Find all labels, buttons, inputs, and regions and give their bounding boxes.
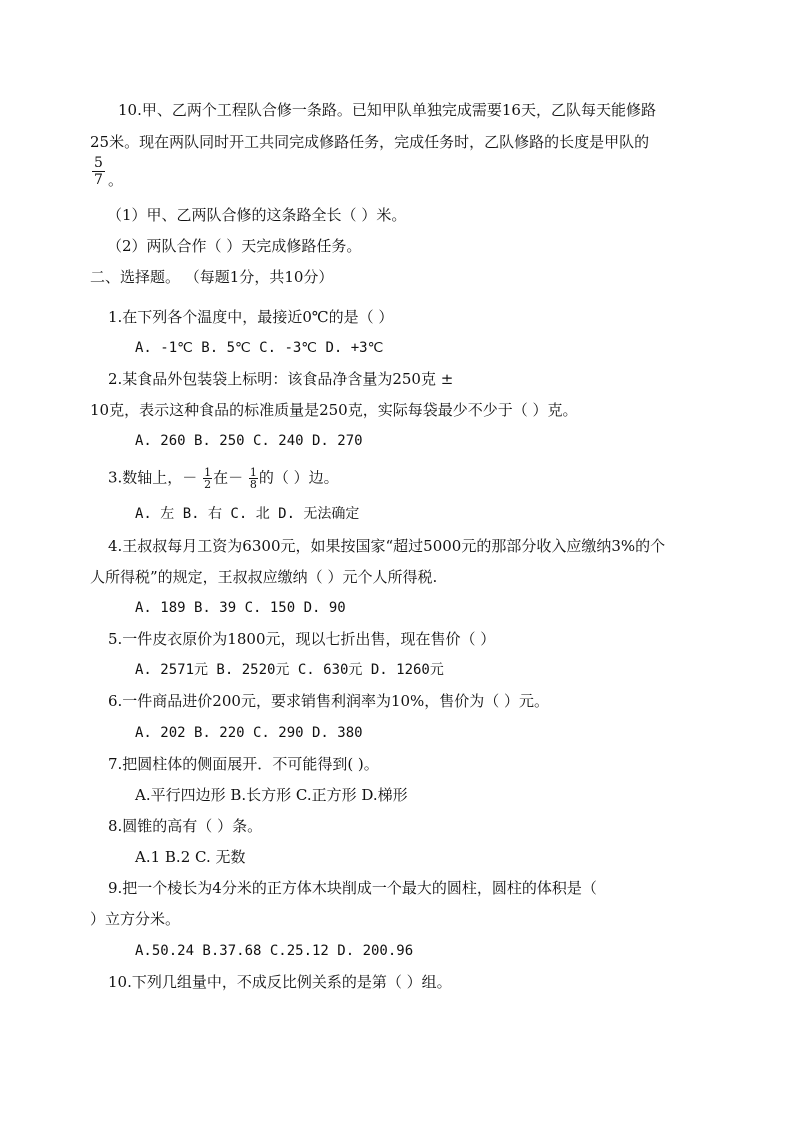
question-4-stem-a: 4.王叔叔每月工资为6300元，如果按国家“超过5000元的那部分收入应缴纳3%的个 (108, 537, 666, 555)
q10-fill-line1: 10.甲、乙两个工程队合修一条路。已知甲队单独完成需要16天，乙队每天能修路 (118, 101, 656, 119)
question-4-options: A. 189 B. 39 C. 150 D. 90 (135, 600, 346, 616)
question-8-options: A.1 B.2 C. 无数 (135, 848, 246, 866)
question-3-options: A. 左 B. 右 C. 北 D. 无法确定 (135, 506, 360, 522)
question-2-stem-b: 10克，表示这种食品的标准质量是250克，实际每袋最少不少于（ ）克。 (90, 401, 578, 419)
q10-fill-line3-tail: 。 (108, 171, 124, 189)
question-3-stem-pre: 3.数轴上，－ (108, 468, 203, 487)
question-1-stem: 1.在下列各个温度中，最接近0℃的是（ ） (108, 308, 394, 326)
question-1-options: A. -1℃ B. 5℃ C. -3℃ D. +3℃ (135, 340, 384, 356)
section-title: 二、选择题。 （每题1分，共10分） (90, 268, 334, 286)
question-9-options: A.50.24 B.37.68 C.25.12 D. 200.96 (135, 943, 414, 959)
fraction-one-eighth (249, 467, 258, 490)
fraction-numerator: 1 (204, 466, 212, 479)
q10-fill-fraction (92, 155, 105, 188)
question-7-stem: 7.把圆柱体的侧面展开．不可能得到( )。 (108, 755, 379, 773)
q10-fill-line2: 25米。现在两队同时开工共同完成修路任务，完成任务时，乙队修路的长度是甲队的 (90, 133, 650, 151)
question-9-stem-a: 9.把一个棱长为4分米的正方体木块削成一个最大的圆柱，圆柱的体积是（ (108, 879, 597, 897)
question-3-stem (108, 467, 339, 490)
question-2-stem-a: 2.某食品外包装袋上标明：该食品净含量为250克 ± (108, 370, 454, 388)
question-6-options: A. 202 B. 220 C. 290 D. 380 (135, 725, 363, 741)
question-2-options: A. 260 B. 250 C. 240 D. 270 (135, 433, 363, 449)
question-3-stem-post: 的（ ）边。 (258, 468, 339, 487)
question-4-stem-b: 人所得税”的规定，王叔叔应缴纳（ ）元个人所得税. (90, 568, 438, 586)
question-10-stem: 10.下列几组量中，不成反比例关系的是第（ ）组。 (108, 973, 452, 991)
fraction-numerator: 5 (94, 155, 103, 171)
question-5-stem: 5.一件皮衣原价为1800元，现以七折出售，现在售价（ ） (108, 630, 496, 648)
question-8-stem: 8.圆锥的高有（ ）条。 (108, 817, 263, 835)
fraction-denominator: 7 (94, 172, 103, 188)
question-6-stem: 6.一件商品进价200元，要求销售利润率为10%，售价为（ ）元。 (108, 692, 550, 710)
fraction-denominator: 2 (204, 478, 212, 491)
fraction-denominator: 8 (249, 478, 257, 491)
q10-fill-sub2: （2）两队合作（ ）天完成修路任务。 (107, 237, 362, 255)
q10-fill-sub1: （1）甲、乙两队合修的这条路全长（ ）米。 (107, 206, 407, 224)
fraction-one-half (203, 467, 212, 490)
question-5-options: A. 2571元 B. 2520元 C. 630元 D. 1260元 (135, 662, 444, 678)
fraction-numerator: 1 (249, 466, 257, 479)
question-7-options: A.平行四边形 B.长方形 C.正方形 D.梯形 (135, 786, 408, 804)
question-9-stem-b: ）立方分米。 (90, 910, 181, 928)
question-3-stem-mid: 在－ (213, 468, 248, 487)
